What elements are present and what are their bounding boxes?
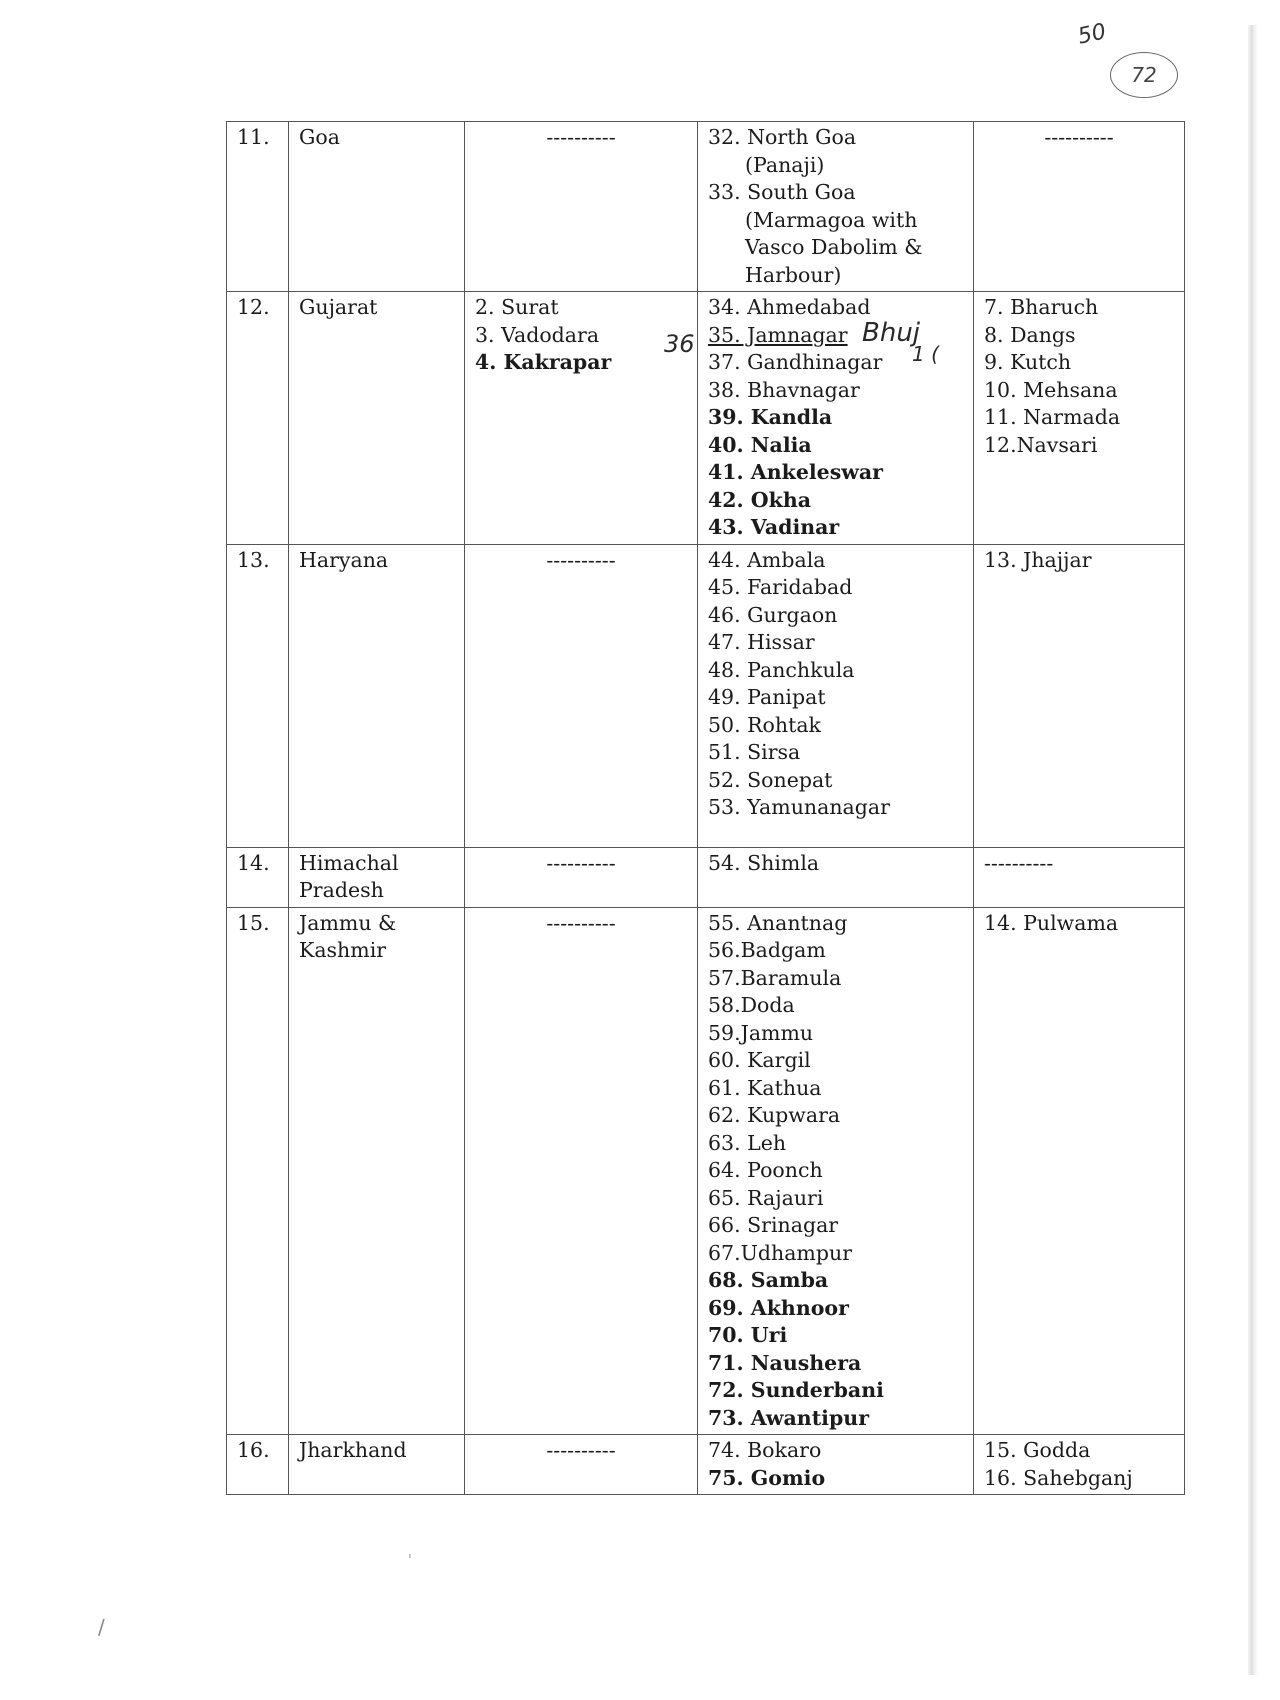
district-list: [698, 292, 974, 545]
district-item: 65. Rajauri: [708, 1185, 824, 1210]
stray-tick-mark: ˈ: [408, 1553, 412, 1569]
district-item: 61. Kathua: [708, 1075, 822, 1100]
district-item: 50. Rohtak: [708, 712, 821, 737]
state-name: Himachal Pradesh: [289, 847, 465, 907]
empty-cell-dash: ----------: [465, 847, 698, 907]
empty-cell-dash: ----------: [974, 122, 1185, 292]
district-item: 55. Anantnag: [708, 910, 848, 935]
district-item: 12.Navsari: [984, 432, 1098, 457]
district-item-bold: 39. Kandla: [708, 405, 833, 429]
district-item: 62. Kupwara: [708, 1103, 841, 1127]
page-number-marks: [1060, 18, 1180, 98]
district-item: 45. Faridabad: [708, 575, 853, 599]
serial-number: 11.: [227, 122, 289, 292]
district-item: 33. South Goa: [708, 180, 856, 204]
empty-cell-dash: ----------: [465, 544, 698, 847]
empty-cell-dash: ----------: [974, 847, 1185, 907]
state-name: Jammu & Kashmir: [289, 907, 465, 1435]
serial-number: 15.: [227, 907, 289, 1435]
district-item: 9. Kutch: [984, 350, 1072, 374]
district-item-bold: 70. Uri: [708, 1323, 788, 1347]
district-list: [698, 1435, 974, 1495]
district-list: [698, 544, 974, 847]
serial-number: 16.: [227, 1435, 289, 1495]
district-item: 54. Shimla: [708, 850, 820, 875]
table-row-goa: [227, 122, 1185, 292]
serial-number: 14.: [227, 847, 289, 907]
state-name: Haryana: [289, 544, 465, 847]
district-list: [698, 847, 974, 907]
district-item-continuation: Vasco Dabolim &: [745, 235, 923, 259]
circled-page-number: 72: [1110, 52, 1178, 98]
empty-cell-dash: ----------: [465, 907, 698, 1435]
district-list: [974, 292, 1185, 545]
district-item-bold: 71. Naushera: [708, 1350, 862, 1375]
district-item: 34. Ahmedabad: [708, 295, 871, 319]
page-edge-shadow: [1248, 25, 1258, 1675]
district-item-struck: 35. Jamnagar: [708, 322, 848, 347]
handwritten-insertion-tail: 1 (: [912, 342, 939, 366]
table-row-jammu-kashmir: [227, 907, 1185, 1435]
district-item: 15. Godda: [984, 1438, 1091, 1462]
district-item: 57.Baramula: [708, 965, 842, 990]
district-list: [698, 122, 974, 292]
district-list: [974, 1435, 1185, 1495]
district-item: 7. Bharuch: [984, 295, 1099, 319]
district-item: 8. Dangs: [984, 322, 1076, 347]
district-item-continuation: (Panaji): [745, 152, 825, 177]
table-row-jharkhand: [227, 1435, 1185, 1495]
district-item: 11. Narmada: [984, 405, 1121, 429]
district-item-bold: 40. Nalia: [708, 432, 812, 457]
state-name: Gujarat: [289, 292, 465, 545]
district-item-bold: 68. Samba: [708, 1268, 829, 1292]
district-list: [974, 544, 1185, 847]
district-item-bold: 72. Sunderbani: [708, 1378, 884, 1402]
district-item: 74. Bokaro: [708, 1438, 822, 1462]
district-item-bold: 43. Vadinar: [708, 515, 840, 539]
district-list: [698, 907, 974, 1435]
district-item: 63. Leh: [708, 1130, 787, 1155]
district-item: 16. Sahebganj: [984, 1465, 1133, 1490]
district-item: 51. Sirsa: [708, 740, 801, 764]
district-item-continuation: (Marmagoa with: [745, 207, 918, 232]
district-item: 3. Vadodara: [475, 322, 600, 347]
empty-cell-dash: ----------: [465, 122, 698, 292]
handwritten-insertion-bhuj: Bhuj: [862, 318, 921, 348]
district-item: 56.Badgam: [708, 938, 826, 962]
district-item-bold: 75. Gomio: [708, 1465, 826, 1490]
district-item: 32. North Goa: [708, 125, 857, 149]
stray-slash-mark: /: [98, 1615, 105, 1639]
district-item-continuation: Harbour): [745, 262, 842, 287]
district-item: 14. Pulwama: [984, 910, 1119, 935]
district-item: 49. Panipat: [708, 685, 826, 709]
district-item: 52. Sonepat: [708, 767, 833, 792]
empty-cell-dash: ----------: [465, 1435, 698, 1495]
district-item: 46. Gurgaon: [708, 602, 838, 627]
district-item: 38. Bhavnagar: [708, 377, 860, 402]
serial-number: 13.: [227, 544, 289, 847]
district-item: 67.Udhampur: [708, 1240, 852, 1265]
district-item: 64. Poonch: [708, 1158, 823, 1182]
district-item: 59.Jammu: [708, 1020, 814, 1045]
district-list: [974, 907, 1185, 1435]
district-item: 66. Srinagar: [708, 1213, 839, 1237]
district-item: 47. Hissar: [708, 630, 815, 654]
serial-number: 12.: [227, 292, 289, 545]
district-item-bold: 73. Awantipur: [708, 1405, 870, 1430]
table-row-haryana: [227, 544, 1185, 847]
district-item-bold: 41. Ankeleswar: [708, 460, 883, 484]
district-item: 44. Ambala: [708, 547, 826, 572]
state-name: Goa: [289, 122, 465, 292]
district-item: 48. Panchkula: [708, 657, 855, 682]
table-row-himachal-pradesh: [227, 847, 1185, 907]
district-list: [465, 292, 698, 545]
district-item: 37. Gandhinagar: [708, 350, 883, 374]
district-item: 53. Yamunanagar: [708, 795, 890, 819]
table-row-gujarat: [227, 292, 1185, 545]
district-item: 10. Mehsana: [984, 377, 1118, 402]
district-item: 13. Jhajjar: [984, 547, 1092, 572]
district-item: 2. Surat: [475, 295, 559, 319]
handwritten-margin-number: 36: [664, 330, 695, 358]
district-item-bold: 42. Okha: [708, 487, 812, 512]
district-item: 58.Doda: [708, 993, 795, 1017]
district-item: 60. Kargil: [708, 1048, 811, 1072]
handwritten-page-mark: 50: [1075, 19, 1109, 50]
district-classification-table: [226, 121, 1185, 1495]
district-item-bold: 4. Kakrapar: [475, 350, 612, 374]
state-name: Jharkhand: [289, 1435, 465, 1495]
district-item-bold: 69. Akhnoor: [708, 1295, 849, 1320]
